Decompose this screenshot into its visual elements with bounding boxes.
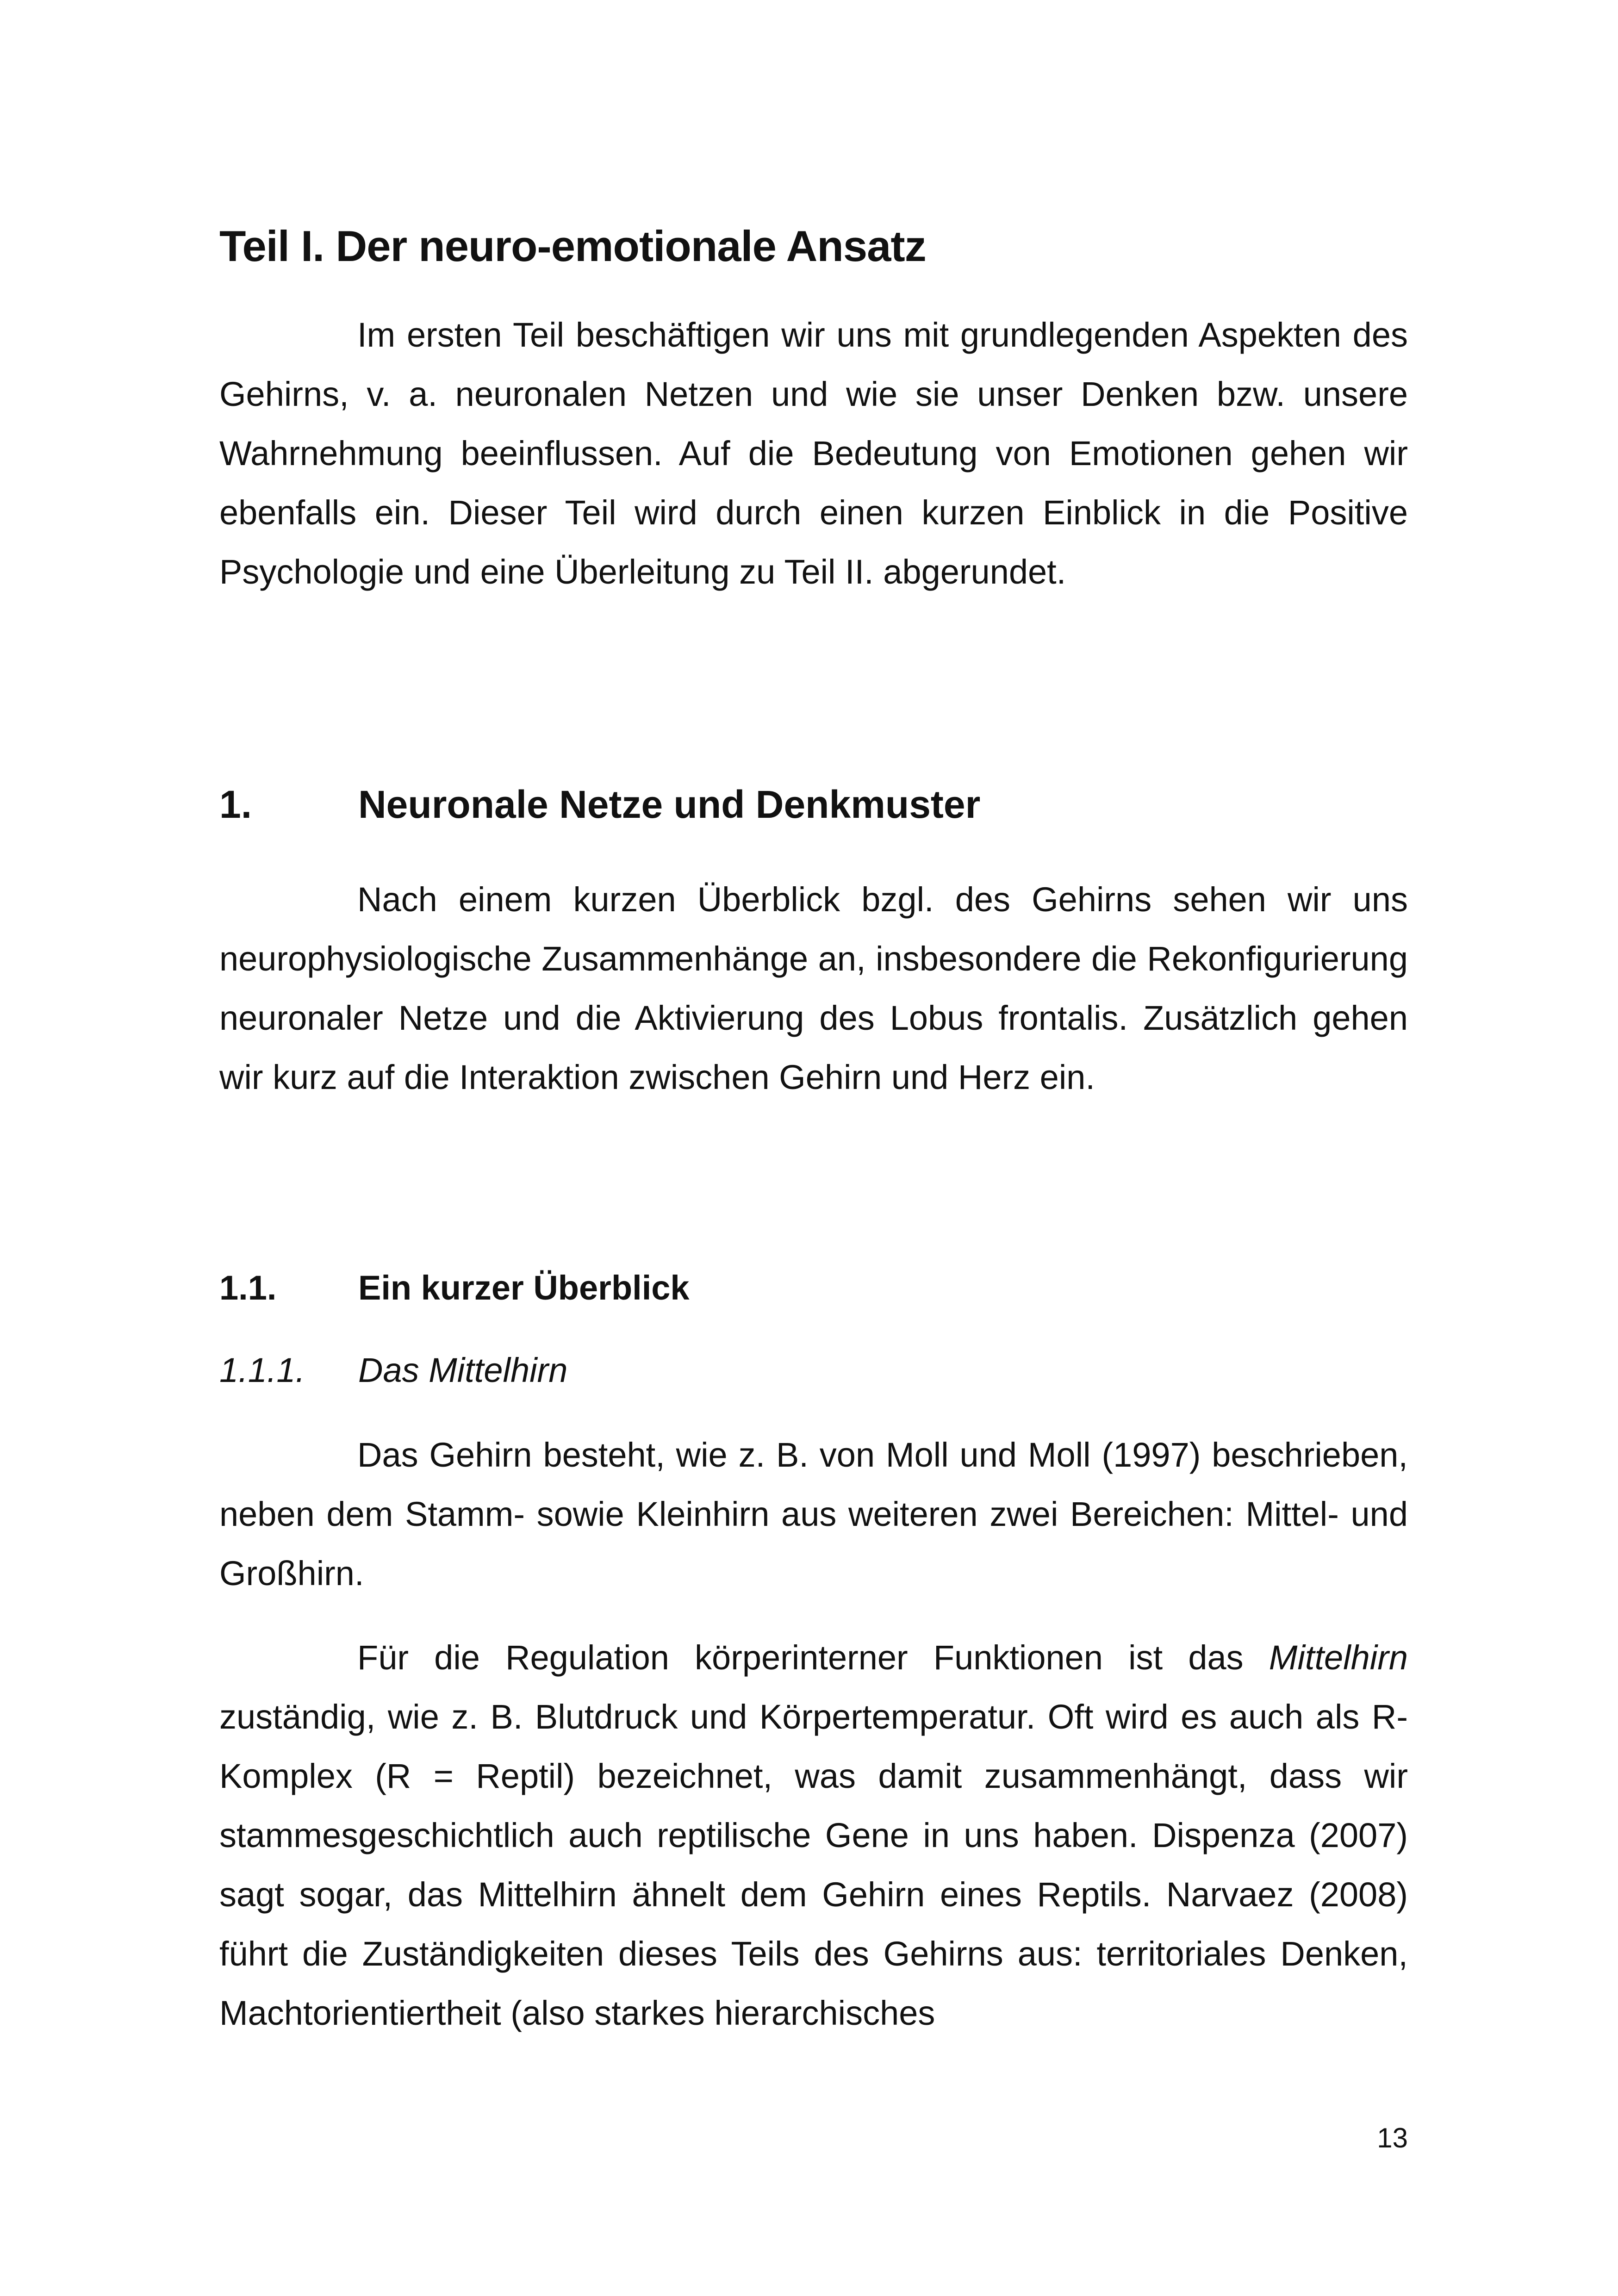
- mittelhirn-emphasis: Mittelhirn: [1269, 1638, 1408, 1677]
- intro-text-block: [219, 305, 1408, 602]
- section-1-paragraph: Nach einem kurzen Überblick bzgl. des Gehirns sehen wir uns neurophysiologische Zusammenhänge an, insbesondere die Rekonfigurierung neuronaler Netze und die Aktivierung des Lobus frontalis. Zusätzlich gehen wir kurz auf die Interaktion zwischen Gehirn und Herz ein.: [219, 880, 1408, 1096]
- section-1-number: 1.: [219, 783, 252, 826]
- section-1-1-number: 1.1.: [219, 1269, 277, 1307]
- section-1-1-1-heading: [219, 1350, 567, 1390]
- section-1-1-heading: [219, 1268, 690, 1307]
- section-1-heading: [219, 782, 980, 827]
- intro-paragraph: Im ersten Teil beschäftigen wir uns mit grundlegenden Aspekten des Gehirns, v. a. neuronalen Netzen und wie sie unser Denken bzw. unsere Wahrnehmung beeinflussen. Auf die Bedeutung von Emotionen gehen wir ebenfalls ein. Dieser Teil wird durch einen kurzen Einblick in die Positive Psychologie und eine Überleitung zu Teil II. abgerundet.: [219, 316, 1408, 591]
- section-1-1-1-text-block: [219, 1425, 1408, 2043]
- section-1-1-1-title: Das Mittelhirn: [358, 1351, 568, 1389]
- mittelhirn-paragraph-1: Das Gehirn besteht, wie z. B. von Moll und Moll (1997) beschrieben, neben dem Stamm- sowie Kleinhirn aus weiteren zwei Bereichen: Mittel- und Großhirn.: [219, 1436, 1408, 1593]
- section-1-title: Neuronale Netze und Denkmuster: [358, 783, 981, 826]
- part-heading: Teil I. Der neuro-emotionale Ansatz: [219, 222, 926, 270]
- mittelhirn-paragraph-2: Für die Regulation körperinterner Funktionen ist das Mittelhirn zuständig, wie z. B. Blutdruck und Körpertemperatur. Oft wird es auch als R-Komplex (R = Reptil) bezeichnet, was damit zusammenhängt, dass wir stammesgeschichtlich auch reptilische Gene in uns haben. Dispenza (2007) sagt sogar, das Mittelhirn ähnelt dem Gehirn eines Reptils. Narvaez (2008) führt die Zuständigkeiten dieses Teils des Gehirns aus: territoriales Denken, Machtorientiertheit (also starkes hierarchisches: [219, 1638, 1408, 2032]
- page-number: 13: [1377, 2122, 1408, 2153]
- section-1-1-title: Ein kurzer Überblick: [358, 1269, 690, 1307]
- section-1-1-1-number: 1.1.1.: [219, 1351, 305, 1389]
- section-1-text-block: [219, 870, 1408, 1107]
